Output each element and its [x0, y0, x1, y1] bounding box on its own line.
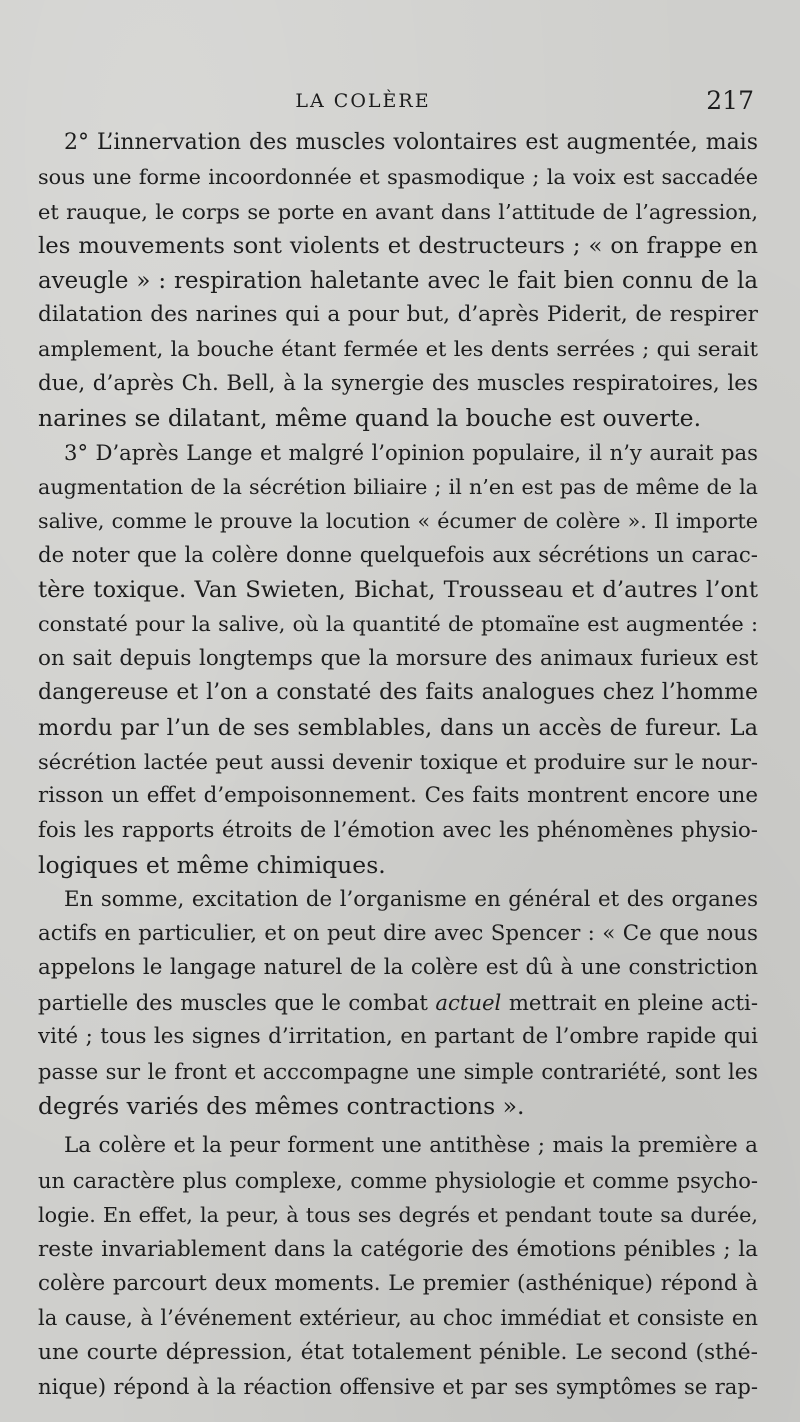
text-line: de noter que la colère donne quelquefois aux sécrétions un carac- [38, 542, 758, 568]
text-line: due, d’après Ch. Bell, à la synergie des muscles respiratoires, les [38, 370, 758, 396]
text-line: appelons le langage naturel de la colère est dû à une constriction [38, 955, 758, 981]
text-line: vité ; tous les signes d’irritation, en partant de l’ombre rapide qui [38, 1024, 758, 1050]
text-line: dilatation des narines qui a pour but, d’après Piderit, de respirer [38, 301, 758, 327]
text-line: narines se dilatant, même quand la bouche est ouverte. [38, 404, 702, 433]
running-title: LA COLÈRE [295, 90, 431, 112]
text-line: mordu par l’un de ses semblables, dans un accès de fureur. La [38, 714, 758, 741]
text-line: fois les rapports étroits de l’émotion avec les phénomènes physio- [38, 817, 758, 843]
text-line: on sait depuis longtemps que la morsure des animaux furieux est [38, 645, 758, 671]
text-segment: partielle des muscles que le combat [38, 989, 436, 1015]
text-line: risson un effet d’empoisonnement. Ces faits montrent encore une [38, 783, 758, 809]
text-line: sécrétion lactée peut aussi devenir toxique et produire sur le nour- [38, 750, 758, 775]
text-line: 2° L’innervation des muscles volontaires est augmentée, mais [64, 130, 758, 155]
text-line: logie. En effet, la peur, à tous ses degrés et pendant toute sa durée, [38, 1203, 758, 1228]
page-number: 217 [706, 86, 754, 115]
text-line: une courte dépression, état totalement pénible. Le second (sthé- [38, 1339, 758, 1365]
text-line-with-italic [38, 986, 758, 1020]
running-head [38, 86, 758, 120]
text-line: 3° D’après Lange et malgré l’opinion populaire, il n’y aurait pas [64, 439, 758, 465]
text-line: actifs en particulier, et on peut dire avec Spencer : « Ce que nous [38, 920, 758, 946]
text-line: constaté pour la salive, où la quantité de ptomaïne est augmentée : [38, 612, 758, 637]
text-line: La colère et la peur forment une antithèse ; mais la première a [64, 1133, 758, 1159]
text-line: logiques et même chimiques. [38, 851, 386, 880]
text-line: degrés variés des mêmes contractions ». [38, 1091, 525, 1120]
text-line: En somme, excitation de l’organisme en général et des organes [64, 886, 758, 912]
text-line: tère toxique. Van Swieten, Bichat, Trousseau et d’autres l’ont [38, 577, 758, 604]
text-line: et rauque, le corps se porte en avant dans l’attitude de l’agression, [38, 199, 758, 224]
text-line: colère parcourt deux moments. Le premier (asthénique) répond à [38, 1270, 758, 1296]
body-text [38, 126, 758, 1404]
text-line: aveugle » : respiration haletante avec le fait bien connu de la [38, 267, 758, 294]
text-line: les mouvements sont violents et destructeurs ; « on frappe en [38, 233, 758, 260]
text-line: augmentation de la sécrétion biliaire ; il n’en est pas de même de la [38, 474, 758, 499]
text-line: nique) répond à la réaction offensive et par ses symptômes se rap- [38, 1374, 758, 1400]
italic-word: actuel [435, 989, 502, 1015]
text-line: reste invariablement dans la catégorie des émotions pénibles ; la [38, 1236, 758, 1262]
text-line: passe sur le front et acccompagne une simple contrariété, sont les [38, 1058, 758, 1084]
text-line: salive, comme le prouve la locution « écumer de colère ». Il importe [38, 509, 758, 534]
text-line: sous une forme incoordonnée et spasmodique ; la voix est saccadée [38, 165, 758, 190]
text-line: dangereuse et l’on a constaté des faits analogues chez l’homme [38, 680, 758, 706]
text-segment: mettrait en pleine acti- [501, 989, 758, 1015]
text-line: amplement, la bouche étant fermée et les dents serrées ; qui serait [38, 337, 758, 362]
text-line: un caractère plus complexe, comme physiologie et comme psycho- [38, 1167, 758, 1193]
text-line: la cause, à l’événement extérieur, au choc immédiat et consiste en [38, 1305, 758, 1331]
